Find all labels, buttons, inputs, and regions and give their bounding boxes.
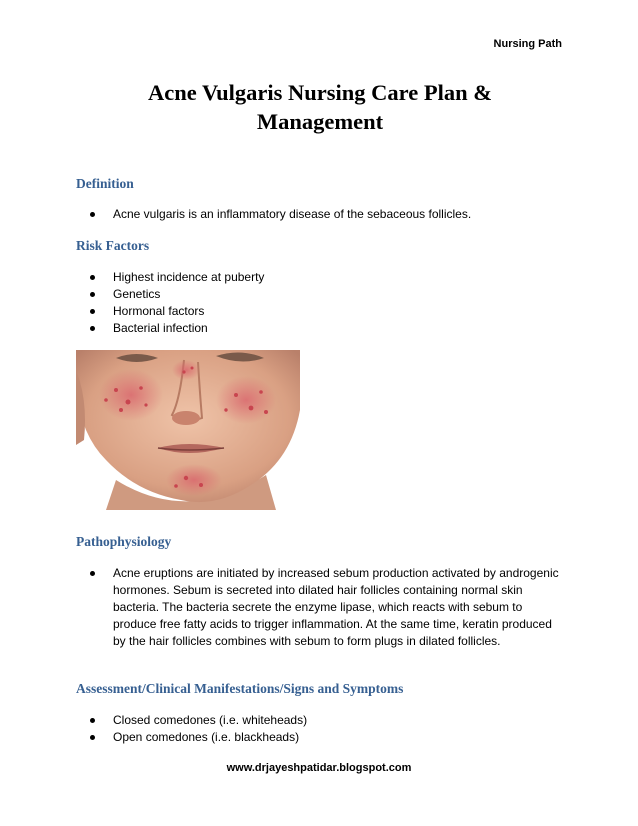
pathophysiology-list <box>90 565 560 650</box>
bullet-icon <box>90 735 95 740</box>
list-item: Acne vulgaris is an inflammatory disease of the sebaceous follicles. <box>90 206 560 223</box>
header-label: Nursing Path <box>493 38 562 50</box>
list-item: Bacterial infection <box>90 320 560 337</box>
list-item: Open comedones (i.e. blackheads) <box>90 729 560 746</box>
bullet-icon <box>90 326 95 331</box>
risk-factors-heading: Risk Factors <box>76 238 150 253</box>
list-item: Genetics <box>90 286 560 303</box>
list-item: Closed comedones (i.e. whiteheads) <box>90 712 560 729</box>
definition-list <box>90 206 560 223</box>
footer-url: www.drjayeshpatidar.blogspot.com <box>226 762 412 774</box>
bullet-icon <box>90 309 95 314</box>
assessment-heading: Assessment/Clinical Manifestations/Signs and Symptoms <box>76 681 404 696</box>
page-title <box>90 78 550 136</box>
bullet-icon <box>90 212 95 217</box>
list-item: Hormonal factors <box>90 303 560 320</box>
list-item: Highest incidence at puberty <box>90 269 560 286</box>
definition-heading: Definition <box>76 176 134 191</box>
bullet-icon <box>90 718 95 723</box>
title-line-1: Acne Vulgaris Nursing Care Plan & <box>148 80 492 105</box>
bullet-icon <box>90 275 95 280</box>
title-line-2: Management <box>256 109 384 134</box>
pathophysiology-heading: Pathophysiology <box>76 534 172 549</box>
assessment-list <box>90 712 560 746</box>
list-item: Acne eruptions are initiated by increased sebum production activated by androgenic hormones. Sebum is secreted into dilated hair follicles containing normal skin bacteria. The bacteria secrete the enzyme lipase, which reacts with sebum to produce free fatty acids to trigger inflammation. At the same time, keratin produced by the hair follicles combines with sebum to form plugs in dilated follicles. <box>90 565 560 650</box>
bullet-icon <box>90 571 95 576</box>
risk-factors-list <box>90 269 560 337</box>
acne-face-photo <box>76 350 300 510</box>
bullet-icon <box>90 292 95 297</box>
